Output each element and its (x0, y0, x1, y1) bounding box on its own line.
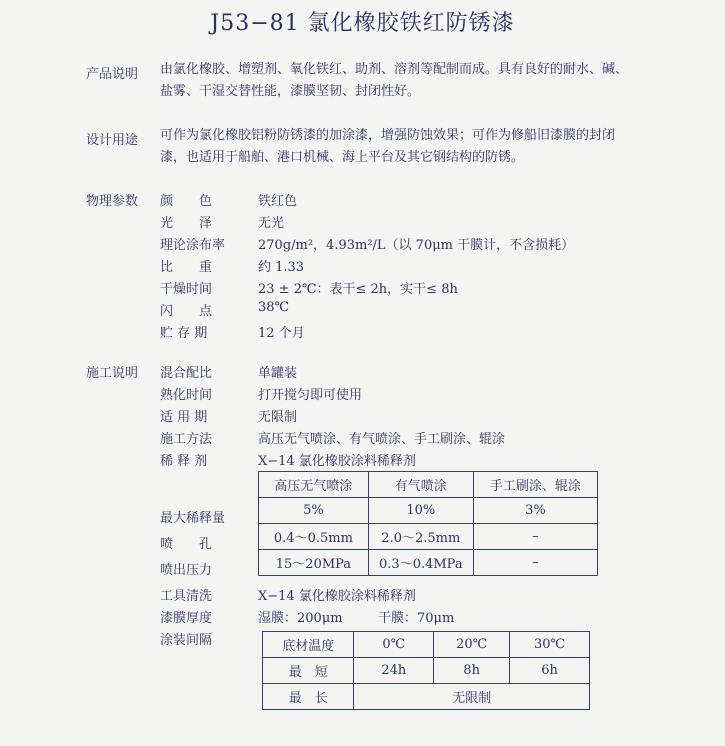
physical-label: 物理参数 (86, 194, 139, 209)
app-value: 单罐装 (258, 366, 298, 381)
wet-film-value: 湿膜：200μm (258, 611, 343, 626)
table-row (259, 498, 598, 524)
table-header-cell: 手工刷涂、辊涂 (473, 472, 597, 498)
document-title: J53−81 氯化橡胶铁红防锈漆 (210, 11, 515, 36)
product-line-1: 由氯化橡胶、增塑剂、氧化铁红、助剂、溶剂等配制而成。具有良好的耐水、碱、 (160, 62, 629, 77)
app-key: 混合配比 (160, 366, 213, 381)
param-value: 无光 (258, 216, 285, 231)
table-header-cell: 0℃ (354, 632, 434, 658)
app-key: 稀 释 剂 (160, 454, 208, 469)
param-value: 12 个月 (258, 326, 305, 341)
table-cell: 0.3～0.4MPa (368, 550, 473, 576)
param-value: 铁红色 (258, 194, 298, 209)
param-key: 比 重 (160, 260, 213, 275)
usage-line-1: 可作为氯化橡胶铝粉防锈漆的加涂漆，增强防蚀效果；可作为修船旧漆膜的封闭 (160, 128, 616, 143)
product-line-2: 盐雾、干湿交替性能，漆膜坚韧、封闭性好。 (160, 84, 421, 99)
table-row (263, 658, 590, 684)
table-header-cell: 有气喷涂 (368, 472, 473, 498)
table-row (263, 684, 590, 710)
usage-label: 设计用途 (86, 133, 139, 148)
thickness-key: 漆膜厚度 (160, 611, 213, 626)
table-cell: 6h (510, 658, 590, 684)
cleaning-value: X−14 氯化橡胶涂料稀释剂 (258, 589, 416, 604)
table-cell: 8h (434, 658, 510, 684)
param-key: 理论涂布率 (160, 238, 226, 253)
table-cell: 5% (259, 498, 369, 524)
app-key: 适 用 期 (160, 410, 208, 425)
param-key: 颜 色 (160, 194, 213, 209)
param-key: 干燥时间 (160, 282, 213, 297)
table-header-cell: 30℃ (510, 632, 590, 658)
cleaning-key: 工具清洗 (160, 589, 213, 604)
table-cell: 最 长 (263, 684, 354, 710)
param-value: 23 ± 2℃：表干≤ 2h，实干≤ 8h (258, 282, 458, 297)
param-value: 38℃ (258, 300, 290, 315)
param-value: 270g/m²，4.93m²/L（以 70μm 干膜计，不含损耗） (258, 238, 575, 253)
row-label: 喷 孔 (160, 537, 213, 552)
row-label: 最大稀释量 (160, 511, 226, 526)
row-label: 喷出压力 (160, 563, 213, 578)
table-cell: 最 短 (263, 658, 354, 684)
application-label: 施工说明 (86, 366, 139, 381)
usage-line-2: 漆，也适用于船舶、港口机械、海上平台及其它钢结构的防锈。 (160, 150, 525, 165)
table-cell: – (473, 524, 597, 550)
table-cell: 2.0～2.5mm (368, 524, 473, 550)
param-value: 约 1.33 (258, 260, 305, 275)
table-cell: 24h (354, 658, 434, 684)
table-header-cell: 高压无气喷涂 (259, 472, 369, 498)
param-key: 闪 点 (160, 304, 213, 319)
table-cell: 15～20MPa (259, 550, 369, 576)
table-cell: 0.4～0.5mm (259, 524, 369, 550)
table-header-row (259, 472, 598, 498)
usage-description (160, 125, 615, 169)
app-value: 高压无气喷涂、有气喷涂、手工刷涂、辊涂 (258, 432, 506, 447)
table-row (259, 524, 598, 550)
interval-table (262, 631, 590, 710)
spray-parameter-table (258, 471, 598, 576)
product-label: 产品说明 (86, 67, 139, 82)
interval-key: 涂装间隔 (160, 633, 213, 648)
table-header-row (263, 632, 590, 658)
product-description (160, 59, 628, 103)
app-value: X−14 氯化橡胶涂料稀释剂 (258, 454, 416, 469)
app-key: 熟化时间 (160, 388, 213, 403)
table-row (259, 550, 598, 576)
app-value: 打开搅匀即可使用 (258, 388, 363, 403)
dry-film-value: 干膜：70μm (378, 611, 455, 626)
app-value: 无限制 (258, 410, 298, 425)
table-cell: 10% (368, 498, 473, 524)
param-key: 贮 存 期 (160, 326, 208, 341)
table-header-cell: 底材温度 (263, 632, 354, 658)
app-key: 施工方法 (160, 432, 213, 447)
table-cell: 3% (473, 498, 597, 524)
table-header-cell: 20℃ (434, 632, 510, 658)
table-cell: – (473, 550, 597, 576)
table-cell: 无限制 (354, 684, 590, 710)
param-key: 光 泽 (160, 216, 213, 231)
